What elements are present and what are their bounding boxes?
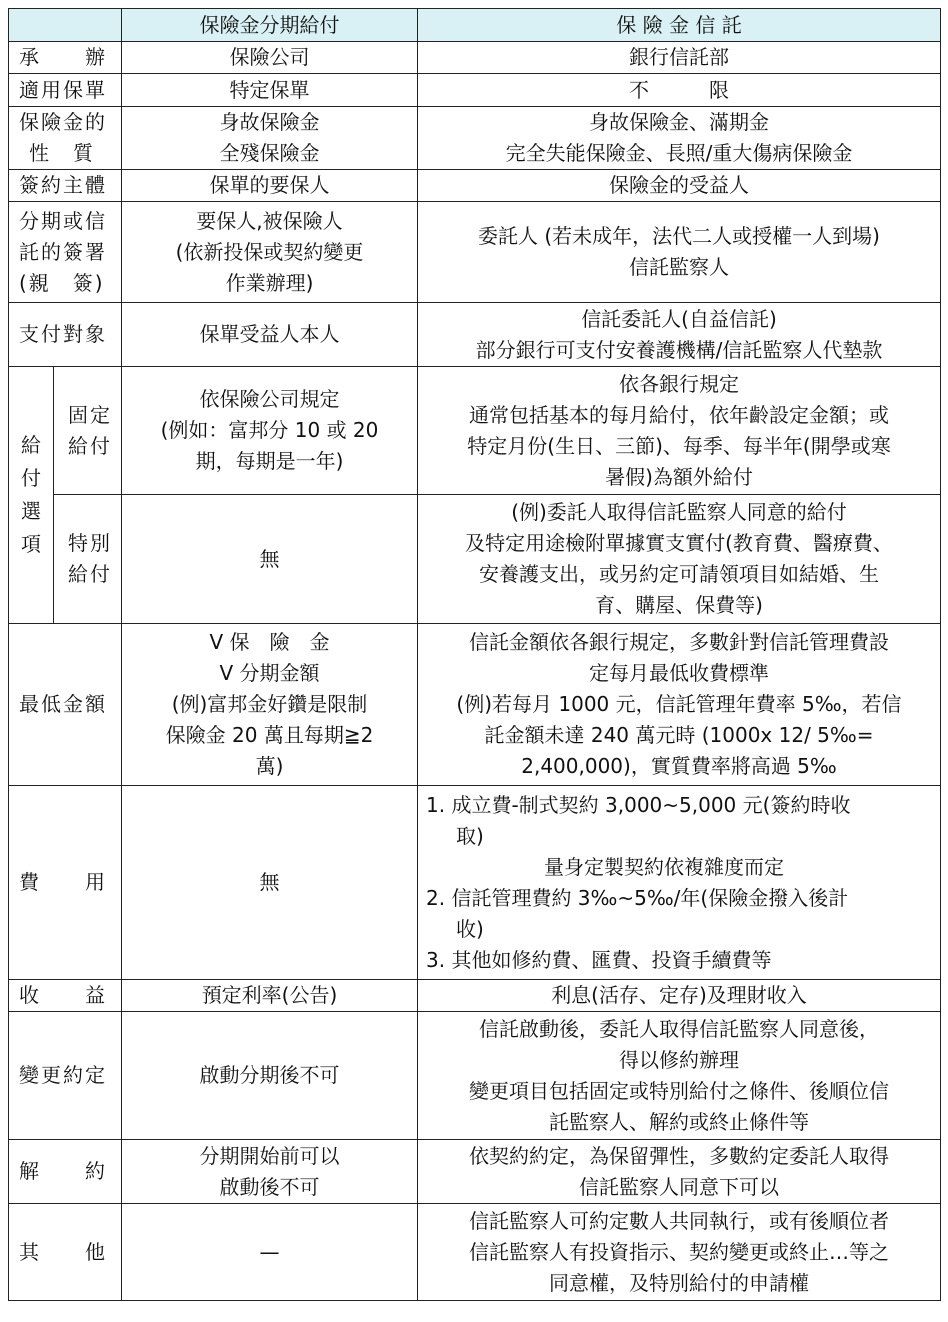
row-label: 費 用 [9,786,122,980]
options-label: 給 付 選 項 [9,367,54,624]
row-income [9,980,941,1012]
row-label: 承 辦 [9,42,122,74]
cell-installment: 分期開始前可以 啟動後不可 [122,1140,418,1204]
header-corner [9,9,122,42]
row-label: 解 約 [9,1140,122,1204]
cell-trust: 利息(活存、定存)及理財收入 [418,980,941,1012]
row-options-fixed [9,367,941,495]
row-signer [9,170,941,202]
row-policy [9,74,941,107]
row-nature [9,107,941,170]
cell-installment: 保單的要保人 [122,170,418,202]
cell-trust: 委託人 (若未成年，法代二人或授權一人到場) 信託監察人 [418,202,941,303]
cell-installment: 身故保險金 全殘保險金 [122,107,418,170]
cell-installment: 保單受益人本人 [122,303,418,367]
row-label: 變更約定 [9,1012,122,1140]
cell-installment: 要保人,被保險人 (依新投保或契約變更 作業辦理) [122,202,418,303]
cell-trust: 不 限 [418,74,941,107]
row-handler [9,42,941,74]
cell-installment: V 保 險 金 V 分期金額 (例)富邦金好鑽是限制 保險金 20 萬且每期≧2 萬) [122,624,418,786]
row-label: 最低金額 [9,624,122,786]
row-signature [9,202,941,303]
cell-trust: 信託啟動後，委託人取得信託監察人同意後， 得以修約辦理 變更項目包括固定或特別給付之條件、後順位信 託監察人、解約或終止條件等 [418,1012,941,1140]
cell-trust: 銀行信託部 [418,42,941,74]
comparison-table [8,8,941,1301]
cell-installment: 無 [122,786,418,980]
cell-trust: 1. 成立費-制式契約 3,000~5,000 元(簽約時收 取) 量身定製契約依複雜度而定 2. 信託管理費約 3‰~5‰/年(保險金撥入後計 收) 3. 其他如修約費、匯費、投資手續費等 [418,786,941,980]
row-label: 其 他 [9,1204,122,1301]
row-label: 收 益 [9,980,122,1012]
row-payee [9,303,941,367]
header-trust: 保 險 金 信 託 [418,9,941,42]
row-amend [9,1012,941,1140]
cell-trust: 身故保險金、滿期金 完全失能保險金、長照/重大傷病保險金 [418,107,941,170]
header-row [9,9,941,42]
cell-installment: 保險公司 [122,42,418,74]
cell-trust: (例)委託人取得信託監察人同意的給付 及特定用途檢附單據實支實付(教育費、醫療費、 安養護支出，或另約定可請領項目如結婚、生 育、購屋、保費等) [418,495,941,624]
cell-installment: 依保險公司規定 (例如：富邦分 10 或 20 期，每期是一年) [122,367,418,495]
cell-trust: 信託金額依各銀行規定，多數針對信託管理費設 定每月最低收費標準 (例)若每月 1000 元，信託管理年費率 5‰，若信 託金額未達 240 萬元時 (1000x 12/ 5‰= 2,400,000)，實質費率將高過 5‰ [418,624,941,786]
row-label: 分期或信 託的簽署 (親 簽) [9,202,122,303]
row-label: 適用保單 [9,74,122,107]
row-label: 支付對象 [9,303,122,367]
cell-trust: 依契約約定，為保留彈性，多數約定委託人取得 信託監察人同意下可以 [418,1140,941,1204]
row-fees [9,786,941,980]
cell-installment: 啟動分期後不可 [122,1012,418,1140]
row-minimum [9,624,941,786]
row-options-special [9,495,941,624]
cell-trust: 信託監察人可約定數人共同執行，或有後順位者 信託監察人有投資指示、契約變更或終止…等之 同意權，及特別給付的申請權 [418,1204,941,1301]
cell-trust: 信託委託人(自益信託) 部分銀行可支付安養護機構/信託監察人代墊款 [418,303,941,367]
special-payment-label: 特別 給付 [54,495,122,624]
header-installment: 保險金分期給付 [122,9,418,42]
row-label: 簽約主體 [9,170,122,202]
cell-trust: 保險金的受益人 [418,170,941,202]
cell-installment: 特定保單 [122,74,418,107]
row-label: 保險金的 性 質 [9,107,122,170]
cell-installment: — [122,1204,418,1301]
row-cancel [9,1140,941,1204]
cell-trust: 依各銀行規定 通常包括基本的每月給付，依年齡設定金額；或 特定月份(生日、三節)、每季、每半年(開學或寒 暑假)為額外給付 [418,367,941,495]
cell-installment: 無 [122,495,418,624]
cell-installment: 預定利率(公告) [122,980,418,1012]
fixed-payment-label: 固定 給付 [54,367,122,495]
row-other [9,1204,941,1301]
